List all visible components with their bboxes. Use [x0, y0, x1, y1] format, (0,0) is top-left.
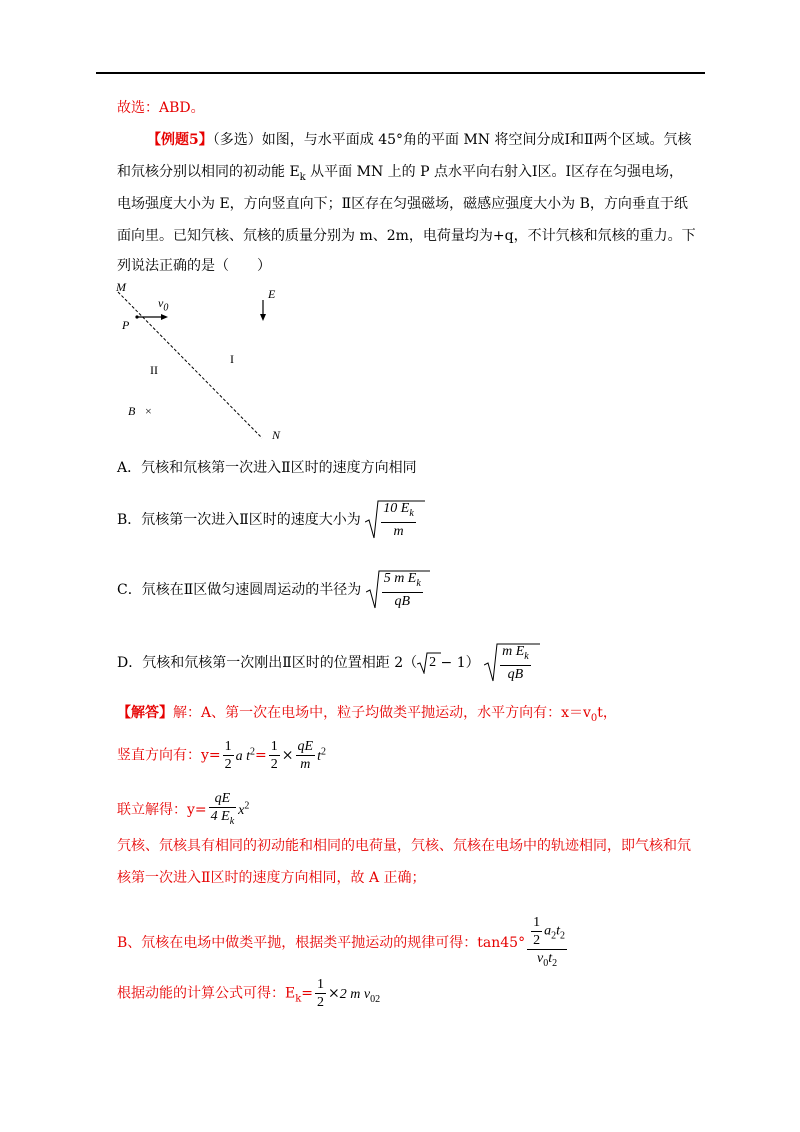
- solution-line-2: [117, 738, 326, 773]
- answer-line: 故选：ABD。: [117, 100, 205, 116]
- fourEk-k: k: [229, 815, 235, 827]
- v0-sub: 0: [163, 302, 169, 314]
- d-num-text: m E: [502, 644, 525, 659]
- a2: a: [544, 923, 552, 939]
- option-d-inner-sqrt: [417, 652, 436, 673]
- t2b-sub: 2: [559, 930, 565, 942]
- magnetic-cross-icon: ×: [145, 404, 152, 418]
- example-text-2a: 和氘核分别以相同的初动能 E: [117, 164, 300, 180]
- at2: [235, 745, 256, 764]
- option-b-den: m: [393, 523, 404, 539]
- option-d-sqrt: [484, 643, 533, 683]
- label-v0: [158, 296, 168, 313]
- solution-text-1: 解：A、第一次在电场中，粒子均做类平抛运动，水平方向有：x＝v: [173, 705, 591, 721]
- option-b: [117, 500, 418, 540]
- at2-sq: 2: [250, 745, 256, 757]
- label-region-1: I: [230, 352, 234, 366]
- example-tag: 【例题5】: [147, 132, 213, 148]
- fourEk-den: [209, 808, 237, 830]
- c-num-text: 5 m E: [383, 571, 417, 586]
- x2-text: x: [238, 802, 245, 818]
- option-c-den: qB: [394, 593, 411, 609]
- velocity-arrowhead: [161, 314, 168, 320]
- example-line-4: 面向里。已知氕核、氘核的质量分别为 m、2m，电荷量均为+q，不计氕核和氘核的重力。下: [117, 228, 696, 244]
- half-num-2: 1: [270, 739, 278, 754]
- example-line-3: 电场强度大小为 E，方向竖直向下；Ⅱ区存在匀强磁场，磁感应强度大小为 B，方向垂直于纸: [117, 196, 688, 212]
- field-diagram: [110, 280, 310, 450]
- half-den-7: 2: [317, 995, 325, 1010]
- example-line-5: 列说法正确的是（ ）: [117, 258, 271, 274]
- t2c: t: [548, 951, 553, 966]
- d-inner: 2: [429, 655, 437, 671]
- option-d-text: D．氕核和氘核第一次刚出Ⅱ区时的位置相距 2（: [117, 654, 418, 671]
- fourEk-text: 4 E: [210, 809, 230, 824]
- t2: [317, 745, 326, 764]
- option-d: [117, 643, 533, 683]
- ek-sub: k: [299, 171, 306, 183]
- option-c-text: C．氘核在Ⅱ区做匀速圆周运动的半径为: [117, 581, 362, 598]
- tan-num: [527, 914, 567, 950]
- t2c-sub: 2: [552, 957, 558, 969]
- t2-text: t: [317, 748, 321, 764]
- option-b-text: B．氘核第一次进入Ⅱ区时的速度大小为: [117, 511, 361, 528]
- solution-text-2: 竖直方向有：y=: [117, 747, 221, 764]
- solution-text-3: 联立解得：y=: [117, 801, 207, 818]
- v0-sub: 0: [543, 957, 549, 969]
- label-p: P: [122, 318, 130, 332]
- half-num-7: 1: [317, 977, 325, 992]
- sqrt-sign: [484, 643, 540, 683]
- sqrt-sign: [365, 500, 425, 540]
- label-m: M: [116, 280, 126, 294]
- option-c: [117, 570, 425, 610]
- solution-text-1-end: t，: [597, 705, 617, 721]
- solution-line-1: [117, 703, 617, 729]
- times-7: ×: [328, 985, 340, 1002]
- qe-num: qE: [297, 739, 314, 754]
- label-region-2: II: [150, 363, 158, 377]
- option-c-sqrt: [366, 570, 425, 610]
- half-num: 1: [224, 739, 232, 754]
- b-num-text: 10 E: [383, 501, 410, 516]
- solution-line-7: [117, 976, 380, 1011]
- example-line-1: [147, 130, 692, 150]
- times: ×: [281, 747, 294, 764]
- b-k: k: [409, 507, 414, 519]
- ek-sub-7: k: [295, 993, 302, 1005]
- solution-line-4: 氕核、氘核具有相同的初动能和相同的电荷量，氕核、氘核在电场中的轨迹相同，即气核和氘: [117, 838, 691, 854]
- qe-num-2: qE: [209, 790, 237, 808]
- x2-sq: 2: [244, 800, 250, 812]
- header-rule: [96, 72, 705, 74]
- t2-sq: 2: [320, 745, 326, 757]
- equals-7: =: [301, 985, 314, 1002]
- v0-sub-1: 0: [590, 712, 598, 724]
- m-den: m: [300, 757, 311, 772]
- solution-line-3: [117, 790, 249, 830]
- sqrt-sign: [417, 652, 441, 674]
- half-den-2: 2: [270, 757, 278, 772]
- twomv-text: 2 m v: [339, 986, 371, 1002]
- equals: =: [255, 747, 267, 764]
- v02-sub: 02: [370, 993, 381, 1005]
- c-k: k: [416, 577, 421, 589]
- label-e: E: [268, 287, 276, 301]
- x2: [238, 800, 250, 818]
- label-n: N: [272, 428, 281, 442]
- option-b-sqrt: [365, 500, 418, 540]
- t2b: t: [556, 923, 560, 939]
- at2-text: a t: [235, 748, 251, 764]
- a2-sub: 2: [551, 930, 557, 942]
- tan-den: [527, 950, 567, 972]
- v0: v: [536, 951, 544, 966]
- example-text-1: （多选）如图，与水平面成 45°角的平面 MN 将空间分成Ⅰ和Ⅱ两个区域。氕核: [212, 132, 692, 148]
- d-k: k: [524, 650, 529, 662]
- mv02: [339, 986, 381, 1005]
- solution-tag: 【解答】: [117, 705, 173, 721]
- label-b: B: [128, 404, 136, 418]
- e-field-arrowhead: [260, 314, 266, 321]
- solution-text-6: B、氘核在电场中做类平抛，根据类平抛运动的规律可得：tan45°: [117, 934, 526, 951]
- option-a: A．氕核和氘核第一次进入Ⅱ区时的速度方向相同: [117, 460, 417, 476]
- option-d-den: qB: [507, 666, 524, 682]
- solution-text-7: 根据动能的计算公式可得：E: [117, 985, 296, 1002]
- tan-half-den: 2: [533, 933, 541, 948]
- mn-plane-line: [118, 292, 262, 438]
- solution-line-5: 核第一次进入Ⅱ区时的速度方向相同，故 A 正确；: [117, 870, 426, 886]
- d-minus: − 1）: [436, 654, 480, 671]
- v0-symbol: v: [158, 296, 164, 310]
- diagram-lines: [110, 280, 310, 450]
- half-den: 2: [224, 757, 232, 772]
- example-text-2b: 从平面 MN 上的 P 点水平向右射入Ⅰ区。Ⅰ区存在匀强电场，: [305, 164, 684, 180]
- solution-line-6: [117, 914, 569, 972]
- tan-half-num: 1: [533, 915, 541, 930]
- example-line-2: [117, 162, 683, 188]
- sqrt-sign: [366, 570, 430, 610]
